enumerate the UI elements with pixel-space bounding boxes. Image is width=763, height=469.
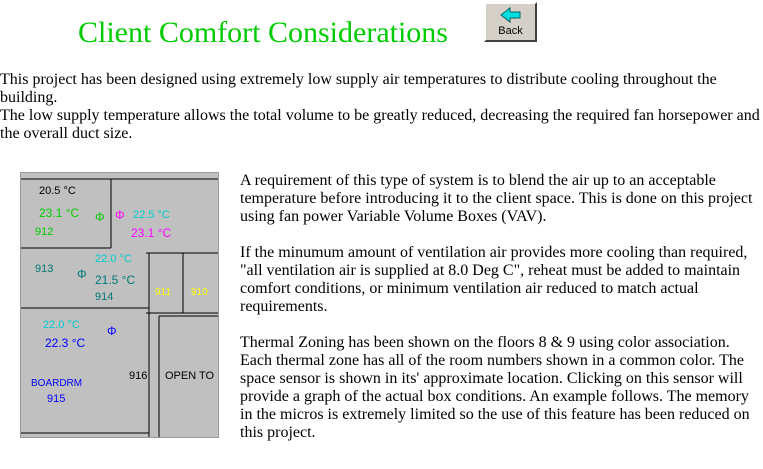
back-button-label: Back bbox=[498, 25, 523, 37]
body-paragraph-1: A requirement of this type of system is to blend the air up to an acceptable temperature before introducing it to the client space. This is done on this project using fan power Variable Volume Boxes (VAV). bbox=[240, 172, 753, 225]
zone-pink-setpoint: 22.5 °C bbox=[133, 209, 170, 221]
sensor-pink-icon[interactable]: Φ bbox=[115, 208, 125, 222]
intro-text bbox=[0, 71, 760, 143]
intro-paragraph-1: This project has been designed using extremely low supply air temperatures to distribute cooling throughout the building. bbox=[0, 71, 717, 106]
sensor-915-icon[interactable]: Φ bbox=[107, 324, 117, 338]
open-to-label: OPEN TO bbox=[165, 370, 215, 382]
room-911-label: 911 bbox=[155, 287, 171, 298]
zone-912-setpoint: 20.5 °C bbox=[39, 185, 76, 197]
back-button[interactable] bbox=[484, 2, 537, 42]
room-910-label: 910 bbox=[191, 287, 208, 298]
body-text bbox=[240, 172, 760, 460]
zone-915-setpoint: 22.0 °C bbox=[43, 319, 80, 331]
room-914-label: 914 bbox=[95, 291, 114, 303]
body-paragraph-3: Thermal Zoning has been shown on the floors 8 & 9 using color association. Each thermal zone has all of the room numbers shown in a common color. The space sensor is shown in its' approximate location. Clicking on this sensor will provide a graph of the actual box conditions. An example follows. The memory in the micros is extremely limited so the use of this feature has been reduced on this project. bbox=[240, 334, 750, 441]
zone-914-temperature: 21.5 °C bbox=[95, 273, 136, 287]
zone-915-temperature: 22.3 °C bbox=[45, 336, 86, 350]
zone-912-temperature: 23.1 °C bbox=[39, 206, 80, 220]
sensor-912-icon[interactable]: Φ bbox=[95, 210, 105, 224]
room-912-label: 912 bbox=[35, 226, 54, 238]
back-arrow-icon bbox=[500, 7, 522, 23]
zone-pink-temperature: 23.1 °C bbox=[131, 226, 172, 240]
room-913-label: 913 bbox=[35, 263, 54, 275]
room-boardrm-label: BOARDRM bbox=[31, 378, 83, 389]
room-916-label: 916 bbox=[129, 370, 148, 382]
intro-paragraph-2: The low supply temperature allows the total volume to be greatly reduced, decreasing the required fan horsepower and the overall duct size. bbox=[0, 107, 760, 142]
page-title: Client Comfort Considerations bbox=[78, 16, 448, 49]
floor-plan bbox=[20, 172, 219, 438]
sensor-914-icon[interactable]: Φ bbox=[77, 267, 87, 281]
zone-914-setpoint: 22.0 °C bbox=[95, 253, 132, 265]
body-paragraph-2: If the minumum amount of ventilation air provides more cooling than required, "all ventilation air is supplied at 8.0 Deg C", reheat must be added to maintain comfort conditions, or minimum ventilation air reduced to match actual requirements. bbox=[240, 244, 748, 315]
room-915-label: 915 bbox=[47, 393, 66, 405]
